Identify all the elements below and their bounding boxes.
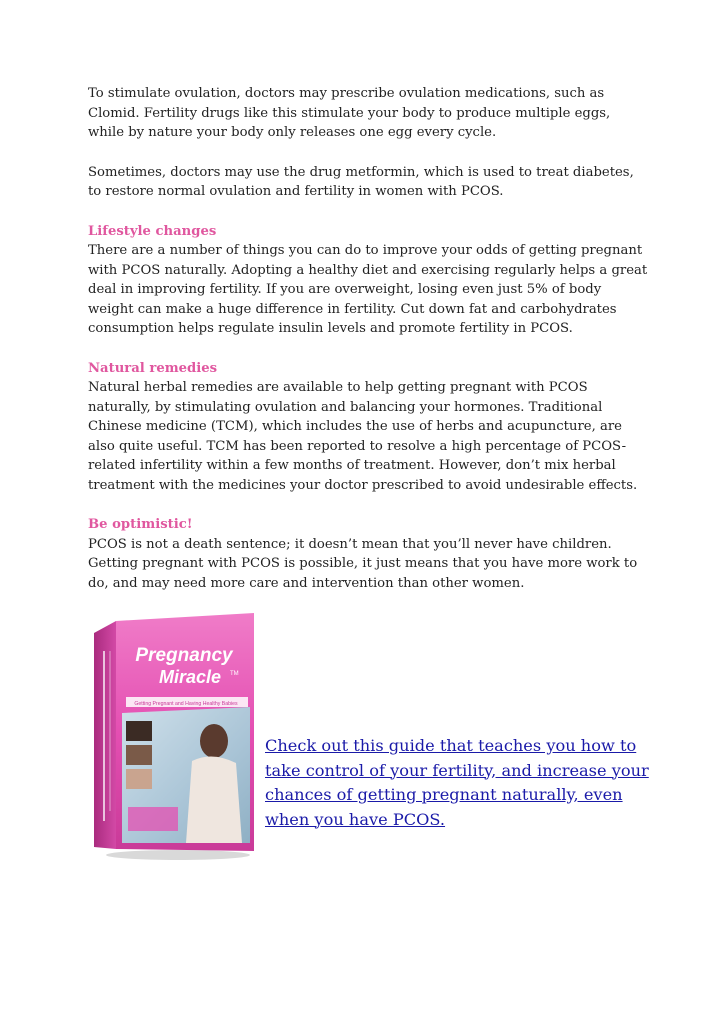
section-heading: Natural remedies (88, 360, 218, 376)
book-trademark: TM (230, 671, 239, 677)
paragraph-body: Natural herbal remedies are available to help getting pregnant with PCOS naturally, by stimulating ovulation and balancing your hormones. Traditional Chinese medicine (TCM), which includes the use of herbs and acupuncture, are also quite useful. TCM has been reported to resolve a high percentage of PCOS-related infertility within a few months of treatment. However, don’t mix herbal treatment with the medicines your doctor prescribed to avoid undesirable effects. (88, 380, 638, 493)
paragraph-body: There are a number of things you can do to improve your odds of getting pregnant with PCOS naturally. Adopting a healthy diet and exercising regularly helps a great deal in improving fertility. If you are overweight, losing even just 5% of body weight can make a huge difference in fertility. Cut down fat and carbohydrates consumption helps regulate insulin levels and promote fertility in PCOS. (88, 243, 648, 336)
paragraph-body: PCOS is not a death sentence; it doesn’t mean that you’ll never have children. Getting pregnant with PCOS is possible, it just means that you have more work to do, and may need more care and intervention than other women. (88, 536, 638, 591)
document-body (88, 84, 648, 613)
paragraph-metformin (88, 163, 648, 202)
section-be-optimistic (88, 515, 648, 593)
promo-guide-link[interactable]: Check out this guide that teaches you how to take control of your fertility, and increase your chances of getting pregnant naturally, even when you have PCOS. (265, 736, 649, 829)
book-cover-illustration (86, 611, 256, 861)
section-heading: Lifestyle changes (88, 223, 217, 239)
book-title-line2: Miracle (158, 667, 222, 687)
section-natural-remedies (88, 359, 648, 496)
section-lifestyle-changes (88, 222, 648, 339)
book-subtitle: Getting Pregnant and Having Healthy Babies (134, 701, 238, 707)
paragraph-body: To stimulate ovulation, doctors may prescribe ovulation medications, such as Clomid. Fertility drugs like this stimulate your body to produce multiple eggs, while by nature your body only releases one egg every cycle. (88, 86, 611, 140)
book-cover-image[interactable] (86, 611, 256, 861)
section-heading: Be optimistic! (88, 517, 193, 532)
paragraph-ovulation-medication (88, 84, 648, 143)
paragraph-body: Sometimes, doctors may use the drug metformin, which is used to treat diabetes, to restore normal ovulation and fertility in women with PCOS. (88, 164, 634, 199)
book-title-line1: Pregnancy (135, 645, 233, 666)
